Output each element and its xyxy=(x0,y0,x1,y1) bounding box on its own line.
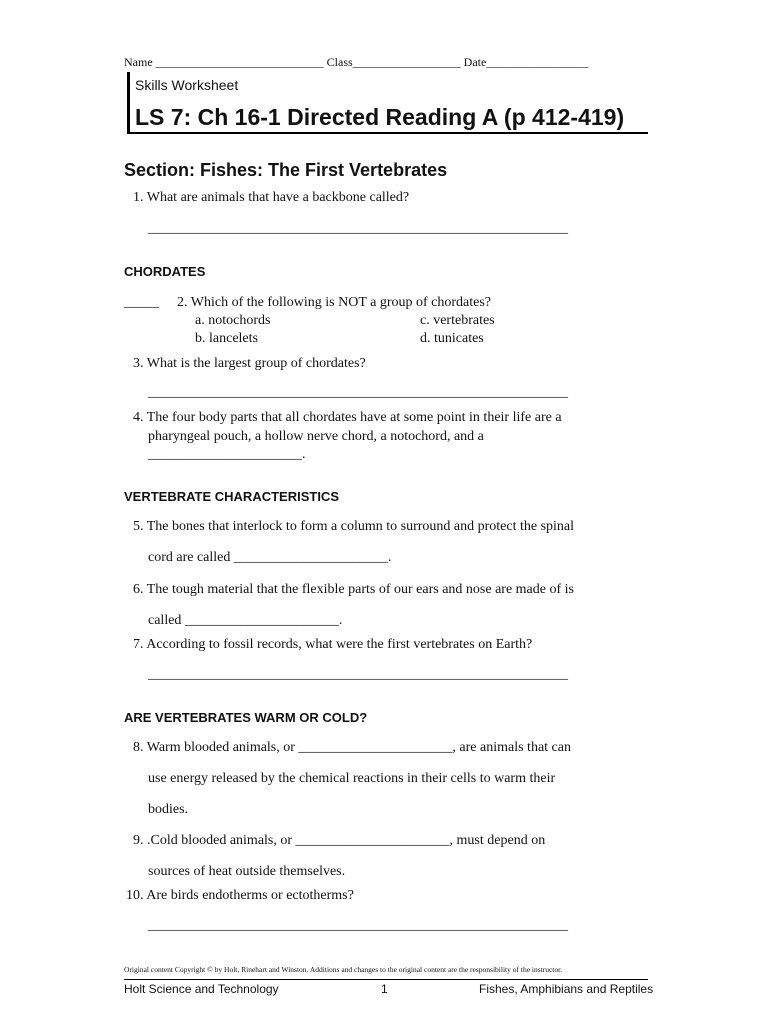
answer-line-3: ____________________________________________________________ xyxy=(148,385,568,400)
question-3: 3. What is the largest group of chordates? xyxy=(133,356,366,371)
footer-chapter: Fishes, Amphibians and Reptiles xyxy=(479,982,654,996)
question-6-line-1: 6. The tough material that the flexible parts of our ears and nose are made of is xyxy=(133,582,574,597)
question-9-line-1: 9. .Cold blooded animals, or ______________________, must depend on xyxy=(133,833,546,848)
question-10: 10. Are birds endotherms or ectotherms? xyxy=(126,888,354,903)
question-5-line-2: cord are called ______________________. xyxy=(148,550,392,565)
footer-rule xyxy=(124,979,648,980)
footer-publisher: Holt Science and Technology xyxy=(124,982,279,996)
question-4-line-2: pharyngeal pouch, a hollow nerve chord, a notochord, and a xyxy=(148,429,484,444)
heading-chordates: CHORDATES xyxy=(124,264,206,279)
name-class-date-line: Name ____________________________ Class__________________ Date_________________ xyxy=(124,55,589,69)
question-2-blank: _____ xyxy=(124,295,159,310)
question-9-line-2: sources of heat outside themselves. xyxy=(148,864,346,879)
heading-vertebrate-characteristics: VERTEBRATE CHARACTERISTICS xyxy=(124,489,339,504)
question-2: 2. Which of the following is NOT a group of chordates? xyxy=(177,295,492,310)
footer-copyright: Original content Copyright © by Holt, Rinehart and Winston. Additions and changes to the original content are the responsibility of the instructor. xyxy=(124,965,563,974)
question-8-line-3: bodies. xyxy=(148,802,189,817)
option-c: c. vertebrates xyxy=(420,313,495,328)
question-5-line-1: 5. The bones that interlock to form a column to surround and protect the spinal xyxy=(133,519,575,534)
header-rule xyxy=(127,132,648,134)
footer-page-number: 1 xyxy=(381,982,388,996)
answer-line-1: ____________________________________________________________ xyxy=(148,221,568,236)
question-6-line-2: called ______________________. xyxy=(148,613,343,628)
question-7: 7. According to fossil records, what were the first vertebrates on Earth? xyxy=(133,637,533,652)
skills-worksheet-label: Skills Worksheet xyxy=(135,77,239,93)
question-8-line-1: 8. Warm blooded animals, or ______________________, are animals that can xyxy=(133,740,571,755)
option-b: b. lancelets xyxy=(195,331,258,346)
question-4-line-3: ______________________. xyxy=(148,447,306,462)
worksheet-title: LS 7: Ch 16-1 Directed Reading A (p 412-419) xyxy=(135,104,625,130)
answer-line-10: ____________________________________________________________ xyxy=(148,918,568,933)
question-4-line-1: 4. The four body parts that all chordates have at some point in their life are a xyxy=(133,410,562,425)
option-a: a. notochords xyxy=(195,313,271,328)
question-1: 1. What are animals that have a backbone called? xyxy=(133,190,410,205)
section-title: Section: Fishes: The First Vertebrates xyxy=(124,160,448,180)
question-8-line-2: use energy released by the chemical reactions in their cells to warm their xyxy=(148,771,556,786)
answer-line-7: ____________________________________________________________ xyxy=(148,667,568,682)
heading-warm-or-cold: ARE VERTEBRATES WARM OR COLD? xyxy=(124,710,368,725)
option-d: d. tunicates xyxy=(420,331,484,346)
header-left-bar xyxy=(127,72,130,134)
